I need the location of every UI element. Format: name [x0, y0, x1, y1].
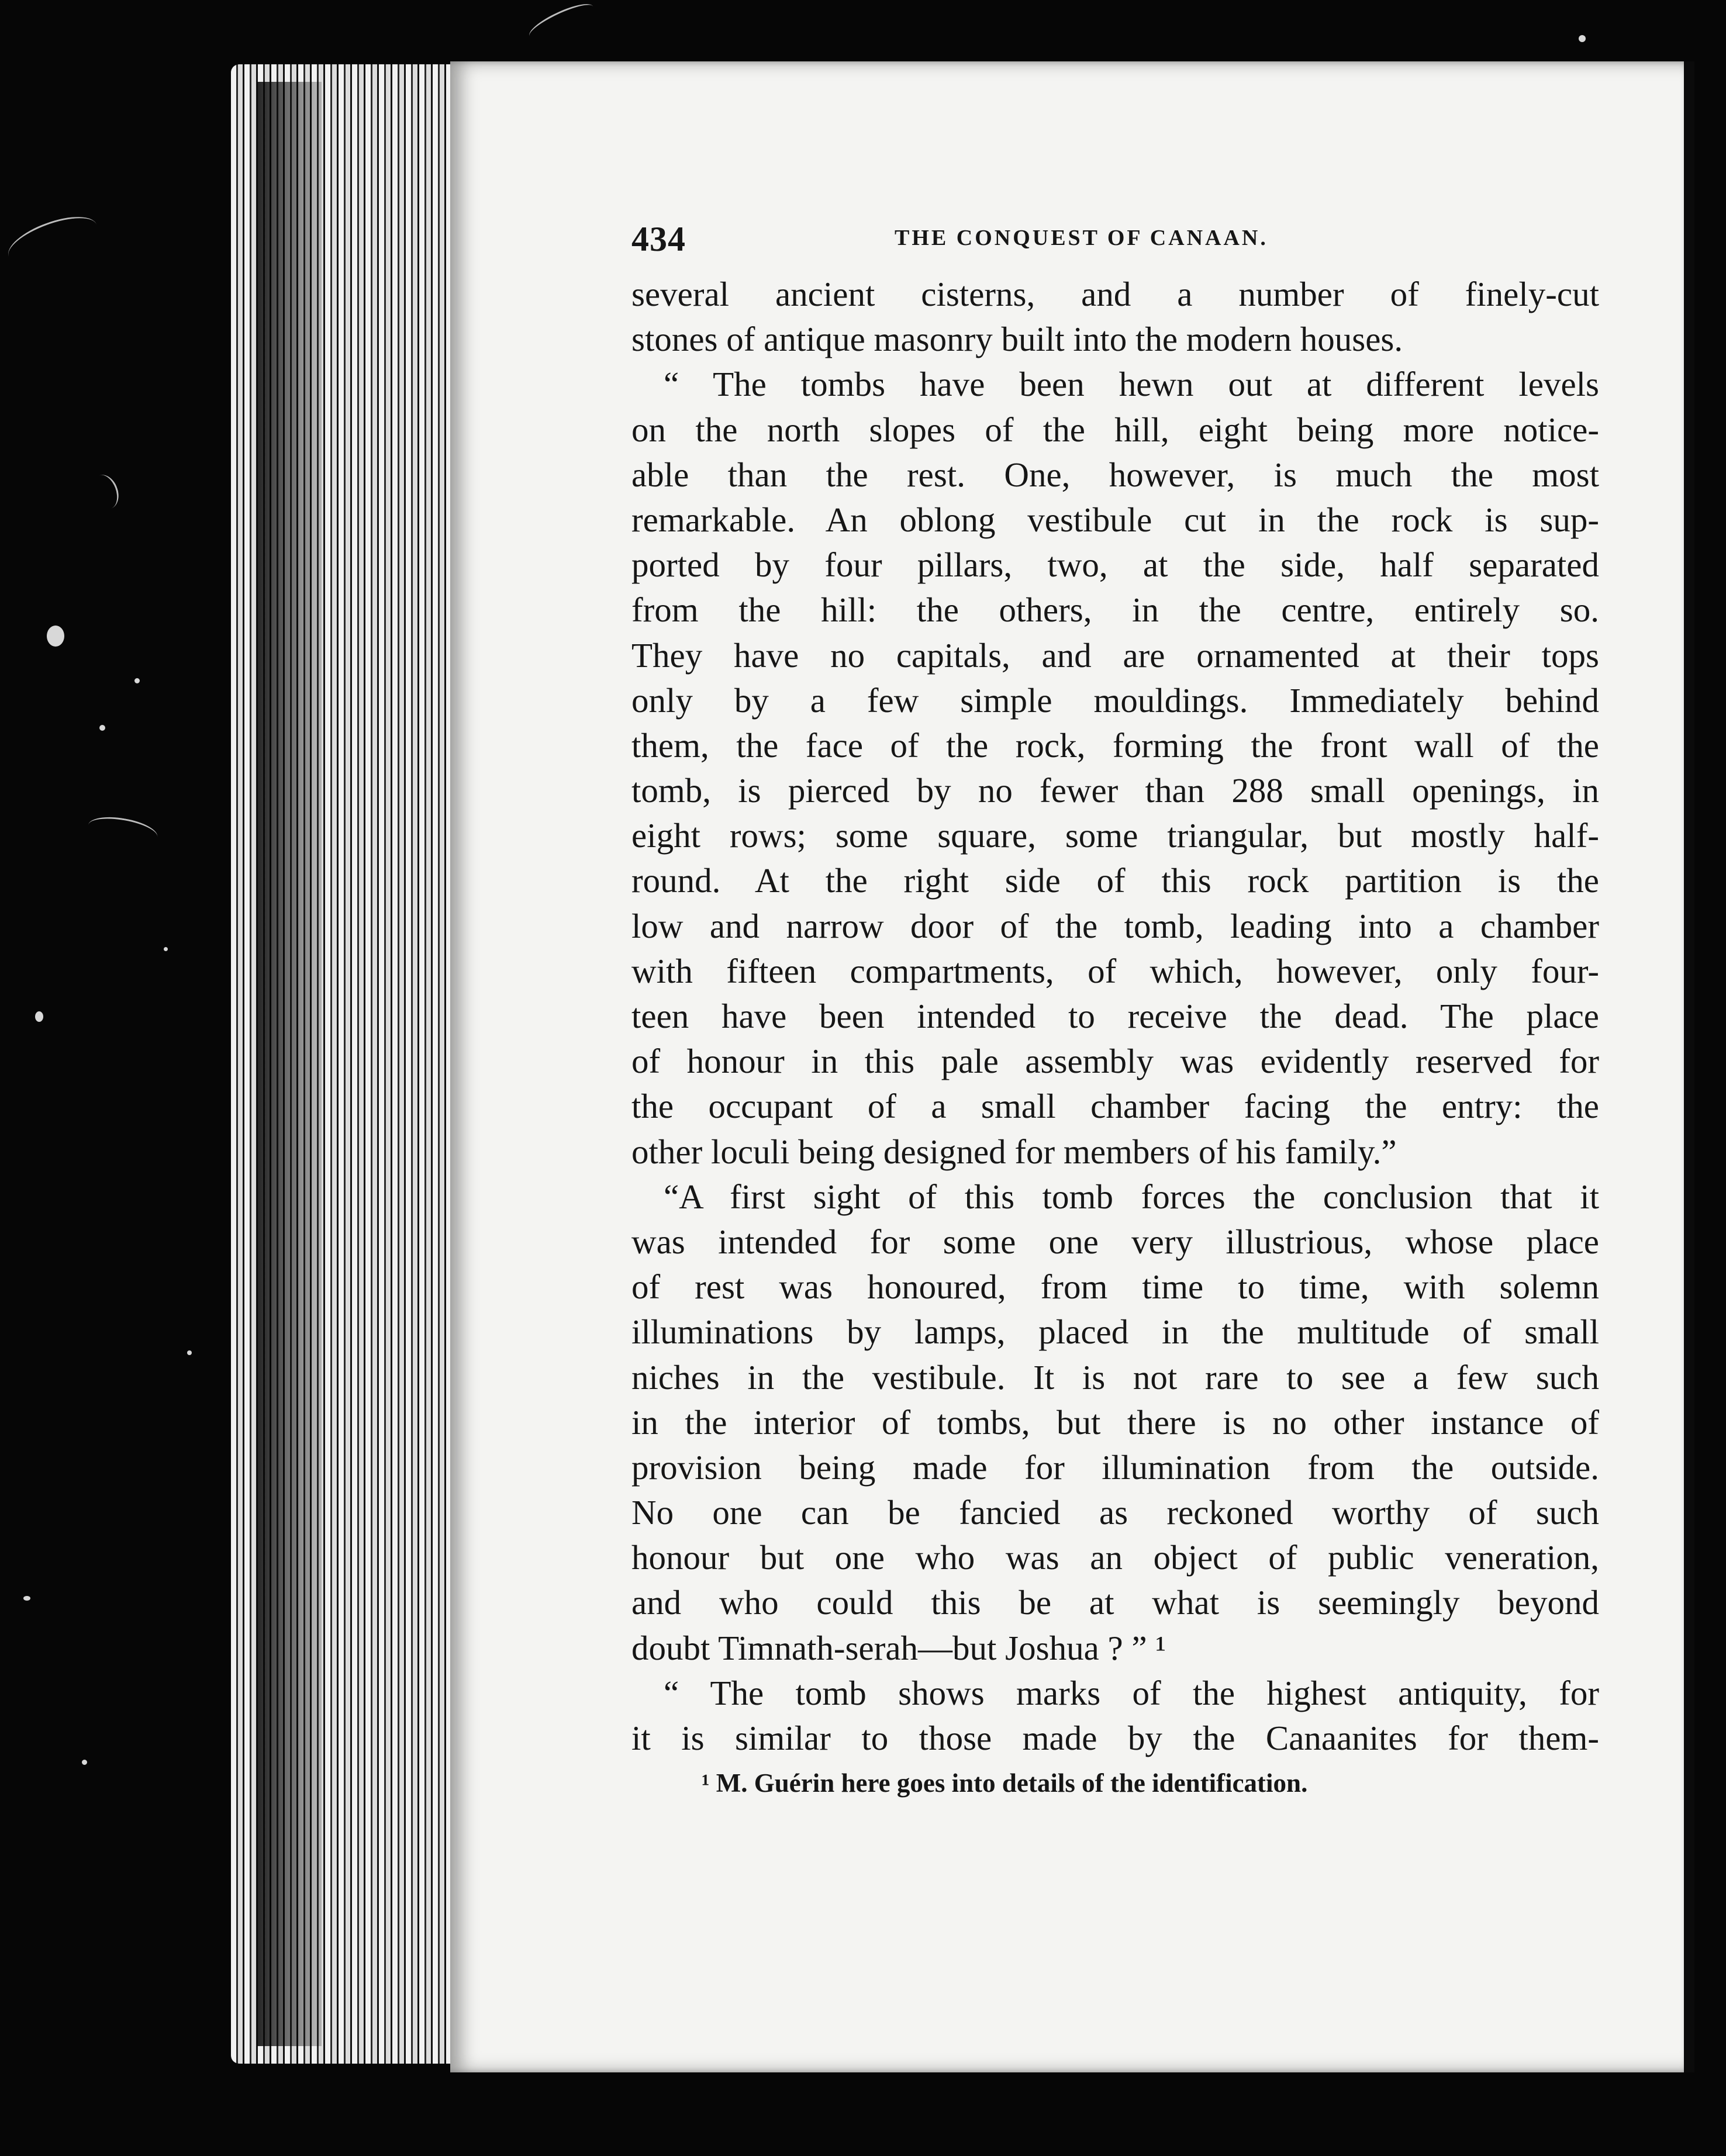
text-line: of rest was honoured, from time to time, with solemn: [631, 1267, 1599, 1307]
dust-speck: [187, 1350, 192, 1355]
text-line: them, the face of the rock, forming the front wall of the: [631, 725, 1599, 765]
text-line: ported by four pillars, two, at the side, half separated: [631, 545, 1599, 585]
page-right-border: [1684, 61, 1694, 2072]
dust-speck: [134, 678, 140, 683]
running-head: [631, 219, 1599, 268]
body-text: [631, 272, 1599, 1761]
text-line: stones of antique masonry built into the modern houses.: [631, 320, 1403, 359]
text-line: on the north slopes of the hill, eight being more notice-: [631, 410, 1599, 449]
text-line: niches in the vestibule. It is not rare to see a few such: [631, 1357, 1599, 1397]
dust-speck: [1579, 35, 1586, 42]
scratch-mark: [2, 208, 103, 274]
page-number: 434: [631, 220, 686, 258]
dust-speck: [23, 1596, 30, 1601]
page-text: [631, 219, 1599, 1801]
text-line: the occupant of a small chamber facing the entry: the: [631, 1087, 1599, 1126]
text-line: in the interior of tombs, but there is no other instance of: [631, 1402, 1599, 1442]
text-line: “A first sight of this tomb forces the conclusion that it: [664, 1177, 1599, 1216]
scratch-mark: [86, 813, 160, 849]
dust-speck: [99, 725, 105, 731]
dust-speck: [47, 626, 64, 647]
text-line: provision being made for illumination from the outside.: [631, 1447, 1599, 1487]
text-line: tomb, is pierced by no fewer than 288 small openings, in: [631, 771, 1599, 810]
text-line: only by a few simple mouldings. Immediately behind: [631, 680, 1599, 720]
scratch-mark: [88, 471, 123, 513]
dust-speck: [82, 1760, 87, 1765]
text-line: teen have been intended to receive the dead. The place: [631, 997, 1599, 1035]
text-line: with fifteen compartments, of which, however, only four-: [631, 951, 1599, 990]
scratch-mark: [526, 0, 598, 45]
text-line: it is similar to those made by the Canaanites for them-: [631, 1719, 1599, 1757]
text-line: of honour in this pale assembly was evidently reserved for: [631, 1042, 1599, 1081]
text-line: They have no capitals, and are ornamented at their tops: [631, 635, 1599, 675]
text-line: and who could this be at what is seemingly beyond: [631, 1583, 1599, 1622]
footnote: ¹ M. Guérin here goes into details of the identification.: [702, 1768, 1308, 1798]
text-line: was intended for some one very illustrious, whose place: [631, 1222, 1599, 1261]
text-line: honour but one who was an object of public veneration,: [631, 1538, 1599, 1577]
text-line: No one can be fancied as reckoned worthy of such: [631, 1493, 1599, 1532]
text-line: illuminations by lamps, placed in the multitude of small: [631, 1312, 1599, 1352]
text-line: able than the rest. One, however, is much the most: [631, 455, 1599, 494]
text-line: low and narrow door of the tomb, leading into a chamber: [631, 906, 1599, 945]
text-line: “ The tombs have been hewn out at different levels: [664, 365, 1599, 404]
dust-speck: [35, 1011, 43, 1022]
text-line: doubt Timnath-serah—but Joshua ? ” ¹: [631, 1628, 1166, 1667]
running-title: THE CONQUEST OF CANAAN.: [895, 226, 1268, 250]
text-line: other loculi being designed for members of his family.”: [631, 1132, 1397, 1171]
text-line: remarkable. An oblong vestibule cut in the rock is sup-: [631, 500, 1599, 539]
dust-speck: [164, 947, 168, 951]
text-line: from the hill: the others, in the centre, entirely so.: [631, 590, 1599, 630]
text-line: round. At the right side of this rock partition is the: [631, 861, 1599, 900]
text-line: “ The tomb shows marks of the highest antiquity, for: [664, 1673, 1599, 1712]
text-line: eight rows; some square, some triangular, but mostly half-: [631, 816, 1599, 855]
binding-shadow: [257, 82, 322, 2046]
text-line: several ancient cisterns, and a number of finely-cut: [631, 275, 1599, 313]
